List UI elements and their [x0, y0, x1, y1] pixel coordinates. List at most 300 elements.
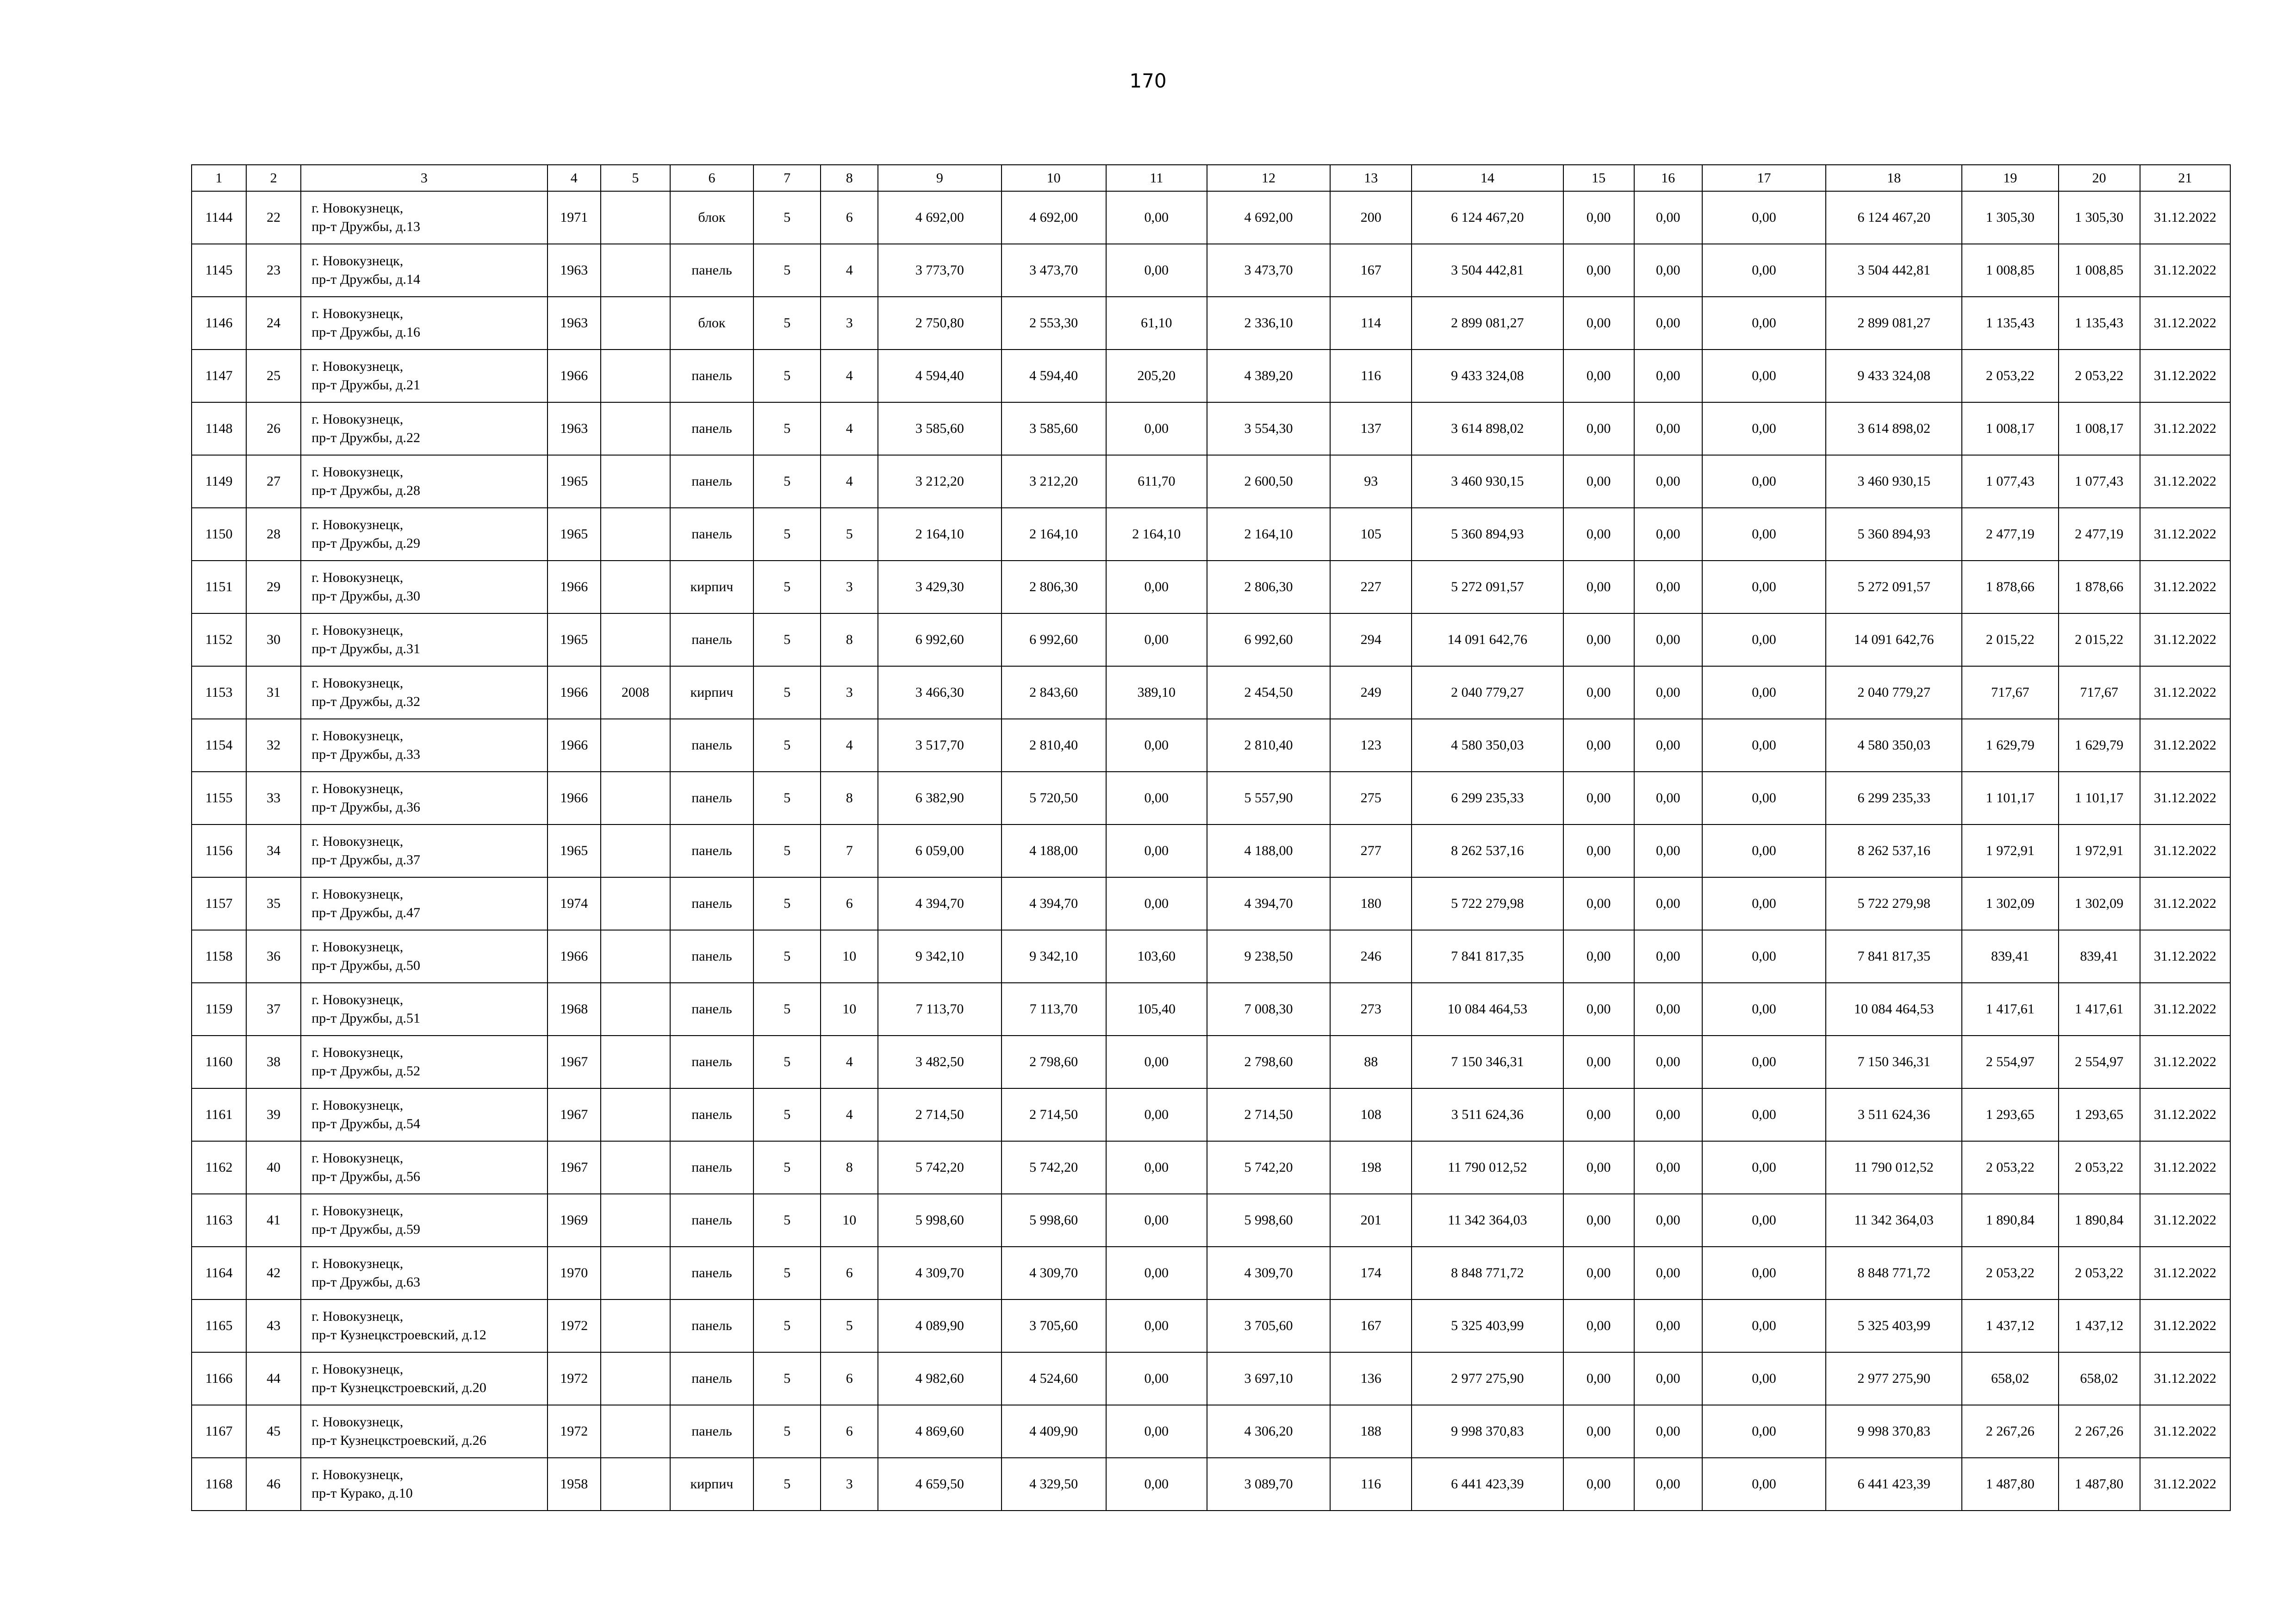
cell-col-2: 27: [246, 455, 301, 508]
table-row: [192, 772, 2230, 824]
cell-col-14: 3 504 442,81: [1412, 244, 1563, 297]
cell-col-18: 6 441 423,39: [1826, 1458, 1962, 1511]
cell-col-6: панель: [670, 1247, 753, 1299]
cell-col-11: 0,00: [1106, 191, 1207, 244]
cell-col-5: [601, 402, 670, 455]
cell-col-4: 1972: [548, 1352, 601, 1405]
cell-col-13: 188: [1330, 1405, 1412, 1458]
cell-col-2: 28: [246, 508, 301, 561]
cell-col-13: 116: [1330, 1458, 1412, 1511]
cell-col-20: 1 077,43: [2059, 455, 2140, 508]
address-cell: [301, 1141, 547, 1194]
cell-col-5: [601, 1088, 670, 1141]
cell-col-10: 5 998,60: [1002, 1194, 1106, 1247]
cell-col-15: 0,00: [1563, 719, 1634, 772]
cell-col-11: 0,00: [1106, 402, 1207, 455]
cell-col-1: 1168: [192, 1458, 246, 1511]
cell-col-4: 1969: [548, 1194, 601, 1247]
cell-col-5: [601, 1405, 670, 1458]
cell-col-6: панель: [670, 1036, 753, 1088]
cell-col-1: 1162: [192, 1141, 246, 1194]
cell-col-16: 0,00: [1634, 1088, 1702, 1141]
cell-col-1: 1154: [192, 719, 246, 772]
cell-col-1: 1146: [192, 297, 246, 350]
cell-col-18: 3 460 930,15: [1826, 455, 1962, 508]
address-cell: [301, 402, 547, 455]
cell-col-11: 0,00: [1106, 1194, 1207, 1247]
cell-col-6: панель: [670, 1194, 753, 1247]
cell-col-2: 23: [246, 244, 301, 297]
cell-col-13: 116: [1330, 350, 1412, 402]
cell-col-17: 0,00: [1702, 877, 1826, 930]
cell-col-6: блок: [670, 191, 753, 244]
column-number-row: [192, 165, 2230, 191]
address-street: пр-т Дружбы, д.54: [311, 1116, 421, 1131]
cell-col-11: 389,10: [1106, 666, 1207, 719]
address-city: г. Новокузнецк,: [311, 1256, 404, 1271]
address-cell: [301, 613, 547, 666]
address-street: пр-т Дружбы, д.36: [311, 800, 421, 815]
cell-col-14: 7 150 346,31: [1412, 1036, 1563, 1088]
cell-col-12: 2 454,50: [1207, 666, 1330, 719]
cell-col-16: 0,00: [1634, 877, 1702, 930]
cell-col-13: 93: [1330, 455, 1412, 508]
cell-col-13: 275: [1330, 772, 1412, 824]
cell-col-11: 0,00: [1106, 1141, 1207, 1194]
cell-col-14: 7 841 817,35: [1412, 930, 1563, 983]
cell-col-13: 277: [1330, 824, 1412, 877]
cell-col-12: 3 089,70: [1207, 1458, 1330, 1511]
cell-col-17: 0,00: [1702, 930, 1826, 983]
table-row: [192, 350, 2230, 402]
cell-col-16: 0,00: [1634, 1194, 1702, 1247]
cell-col-9: 6 382,90: [878, 772, 1001, 824]
cell-col-21: 31.12.2022: [2140, 824, 2230, 877]
cell-col-8: 10: [821, 983, 878, 1036]
cell-col-15: 0,00: [1563, 1352, 1634, 1405]
cell-col-15: 0,00: [1563, 1247, 1634, 1299]
cell-col-19: 2 015,22: [1962, 613, 2058, 666]
cell-col-11: 0,00: [1106, 1088, 1207, 1141]
cell-col-6: панель: [670, 877, 753, 930]
cell-col-9: 3 517,70: [878, 719, 1001, 772]
cell-col-16: 0,00: [1634, 402, 1702, 455]
cell-col-19: 1 077,43: [1962, 455, 2058, 508]
cell-col-9: 2 750,80: [878, 297, 1001, 350]
cell-col-20: 839,41: [2059, 930, 2140, 983]
cell-col-16: 0,00: [1634, 297, 1702, 350]
cell-col-16: 0,00: [1634, 772, 1702, 824]
cell-col-21: 31.12.2022: [2140, 1405, 2230, 1458]
cell-col-20: 1 293,65: [2059, 1088, 2140, 1141]
cell-col-10: 4 329,50: [1002, 1458, 1106, 1511]
address-street: пр-т Дружбы, д.51: [311, 1011, 421, 1026]
cell-col-9: 2 714,50: [878, 1088, 1001, 1141]
cell-col-19: 1 101,17: [1962, 772, 2058, 824]
cell-col-6: панель: [670, 1352, 753, 1405]
cell-col-18: 2 977 275,90: [1826, 1352, 1962, 1405]
cell-col-18: 5 360 894,93: [1826, 508, 1962, 561]
cell-col-11: 103,60: [1106, 930, 1207, 983]
cell-col-6: панель: [670, 1405, 753, 1458]
address-cell: [301, 930, 547, 983]
cell-col-14: 6 124 467,20: [1412, 191, 1563, 244]
cell-col-12: 4 389,20: [1207, 350, 1330, 402]
address-city: г. Новокузнецк,: [311, 1203, 404, 1218]
table-row: [192, 508, 2230, 561]
cell-col-2: 40: [246, 1141, 301, 1194]
cell-col-17: 0,00: [1702, 1299, 1826, 1352]
table-row: [192, 1088, 2230, 1141]
cell-col-7: 5: [753, 719, 821, 772]
cell-col-15: 0,00: [1563, 613, 1634, 666]
cell-col-20: 1 890,84: [2059, 1194, 2140, 1247]
cell-col-14: 14 091 642,76: [1412, 613, 1563, 666]
column-number-15: 15: [1563, 165, 1634, 191]
table-row: [192, 930, 2230, 983]
cell-col-18: 11 790 012,52: [1826, 1141, 1962, 1194]
cell-col-10: 4 524,60: [1002, 1352, 1106, 1405]
cell-col-21: 31.12.2022: [2140, 877, 2230, 930]
cell-col-14: 2 040 779,27: [1412, 666, 1563, 719]
cell-col-20: 2 554,97: [2059, 1036, 2140, 1088]
cell-col-14: 2 977 275,90: [1412, 1352, 1563, 1405]
cell-col-20: 717,67: [2059, 666, 2140, 719]
table-row: [192, 1036, 2230, 1088]
cell-col-13: 136: [1330, 1352, 1412, 1405]
cell-col-8: 5: [821, 1299, 878, 1352]
cell-col-16: 0,00: [1634, 824, 1702, 877]
cell-col-9: 4 394,70: [878, 877, 1001, 930]
cell-col-5: [601, 983, 670, 1036]
table-row: [192, 719, 2230, 772]
cell-col-18: 9 998 370,83: [1826, 1405, 1962, 1458]
cell-col-21: 31.12.2022: [2140, 1036, 2230, 1088]
cell-col-15: 0,00: [1563, 1141, 1634, 1194]
cell-col-13: 167: [1330, 244, 1412, 297]
address-city: г. Новокузнецк,: [311, 412, 404, 427]
cell-col-9: 6 992,60: [878, 613, 1001, 666]
cell-col-4: 1974: [548, 877, 601, 930]
cell-col-14: 3 460 930,15: [1412, 455, 1563, 508]
cell-col-21: 31.12.2022: [2140, 1141, 2230, 1194]
cell-col-15: 0,00: [1563, 877, 1634, 930]
table-row: [192, 561, 2230, 613]
address-cell: [301, 297, 547, 350]
cell-col-7: 5: [753, 1458, 821, 1511]
cell-col-9: 4 869,60: [878, 1405, 1001, 1458]
cell-col-16: 0,00: [1634, 719, 1702, 772]
cell-col-14: 5 722 279,98: [1412, 877, 1563, 930]
cell-col-20: 1 487,80: [2059, 1458, 2140, 1511]
table-row: [192, 1405, 2230, 1458]
cell-col-19: 2 554,97: [1962, 1036, 2058, 1088]
cell-col-21: 31.12.2022: [2140, 297, 2230, 350]
cell-col-19: 1 302,09: [1962, 877, 2058, 930]
cell-col-14: 2 899 081,27: [1412, 297, 1563, 350]
cell-col-21: 31.12.2022: [2140, 191, 2230, 244]
cell-col-5: [601, 350, 670, 402]
address-cell: [301, 1036, 547, 1088]
cell-col-5: [601, 877, 670, 930]
cell-col-9: 3 585,60: [878, 402, 1001, 455]
address-city: г. Новокузнецк,: [311, 728, 404, 743]
cell-col-15: 0,00: [1563, 666, 1634, 719]
cell-col-2: 33: [246, 772, 301, 824]
cell-col-19: 1 487,80: [1962, 1458, 2058, 1511]
cell-col-5: [601, 1352, 670, 1405]
cell-col-2: 37: [246, 983, 301, 1036]
cell-col-19: 1 890,84: [1962, 1194, 2058, 1247]
cell-col-8: 4: [821, 402, 878, 455]
cell-col-17: 0,00: [1702, 508, 1826, 561]
cell-col-10: 2 806,30: [1002, 561, 1106, 613]
address-city: г. Новокузнецк,: [311, 939, 404, 955]
cell-col-18: 9 433 324,08: [1826, 350, 1962, 402]
cell-col-12: 2 714,50: [1207, 1088, 1330, 1141]
cell-col-13: 201: [1330, 1194, 1412, 1247]
cell-col-8: 4: [821, 1088, 878, 1141]
cell-col-8: 8: [821, 613, 878, 666]
cell-col-12: 5 742,20: [1207, 1141, 1330, 1194]
table-row: [192, 1352, 2230, 1405]
address-cell: [301, 1405, 547, 1458]
column-number-11: 11: [1106, 165, 1207, 191]
cell-col-8: 3: [821, 1458, 878, 1511]
cell-col-9: 4 692,00: [878, 191, 1001, 244]
cell-col-12: 3 554,30: [1207, 402, 1330, 455]
address-cell: [301, 1299, 547, 1352]
address-cell: [301, 1247, 547, 1299]
address-city: г. Новокузнецк,: [311, 517, 404, 532]
cell-col-8: 8: [821, 1141, 878, 1194]
cell-col-19: 1 008,85: [1962, 244, 2058, 297]
column-number-17: 17: [1702, 165, 1826, 191]
cell-col-16: 0,00: [1634, 561, 1702, 613]
cell-col-21: 31.12.2022: [2140, 1088, 2230, 1141]
cell-col-15: 0,00: [1563, 561, 1634, 613]
cell-col-16: 0,00: [1634, 983, 1702, 1036]
cell-col-4: 1966: [548, 561, 601, 613]
cell-col-7: 5: [753, 666, 821, 719]
cell-col-16: 0,00: [1634, 350, 1702, 402]
cell-col-6: панель: [670, 824, 753, 877]
address-city: г. Новокузнецк,: [311, 781, 404, 796]
address-city: г. Новокузнецк,: [311, 1150, 404, 1166]
cell-col-15: 0,00: [1563, 508, 1634, 561]
cell-col-7: 5: [753, 613, 821, 666]
cell-col-4: 1971: [548, 191, 601, 244]
cell-col-11: 61,10: [1106, 297, 1207, 350]
cell-col-21: 31.12.2022: [2140, 1194, 2230, 1247]
cell-col-15: 0,00: [1563, 455, 1634, 508]
cell-col-12: 3 473,70: [1207, 244, 1330, 297]
cell-col-16: 0,00: [1634, 613, 1702, 666]
cell-col-6: панель: [670, 1141, 753, 1194]
cell-col-12: 7 008,30: [1207, 983, 1330, 1036]
cell-col-15: 0,00: [1563, 930, 1634, 983]
table-row: [192, 666, 2230, 719]
cell-col-9: 9 342,10: [878, 930, 1001, 983]
cell-col-12: 4 306,20: [1207, 1405, 1330, 1458]
address-city: г. Новокузнецк,: [311, 570, 404, 585]
table-row: [192, 1247, 2230, 1299]
cell-col-1: 1149: [192, 455, 246, 508]
cell-col-16: 0,00: [1634, 930, 1702, 983]
cell-col-2: 44: [246, 1352, 301, 1405]
cell-col-12: 3 697,10: [1207, 1352, 1330, 1405]
address-street: пр-т Дружбы, д.22: [311, 430, 421, 445]
cell-col-7: 5: [753, 350, 821, 402]
cell-col-15: 0,00: [1563, 1036, 1634, 1088]
cell-col-2: 43: [246, 1299, 301, 1352]
cell-col-20: 1 878,66: [2059, 561, 2140, 613]
cell-col-9: 2 164,10: [878, 508, 1001, 561]
cell-col-20: 1 101,17: [2059, 772, 2140, 824]
cell-col-4: 1963: [548, 244, 601, 297]
cell-col-21: 31.12.2022: [2140, 508, 2230, 561]
address-street: пр-т Дружбы, д.16: [311, 325, 421, 340]
cell-col-10: 4 309,70: [1002, 1247, 1106, 1299]
cell-col-2: 45: [246, 1405, 301, 1458]
cell-col-9: 3 773,70: [878, 244, 1001, 297]
cell-col-5: [601, 719, 670, 772]
cell-col-5: [601, 191, 670, 244]
table-row: [192, 297, 2230, 350]
cell-col-2: 29: [246, 561, 301, 613]
cell-col-19: 1 008,17: [1962, 402, 2058, 455]
cell-col-6: панель: [670, 1299, 753, 1352]
cell-col-20: 2 015,22: [2059, 613, 2140, 666]
address-cell: [301, 1458, 547, 1511]
cell-col-11: 0,00: [1106, 772, 1207, 824]
cell-col-15: 0,00: [1563, 824, 1634, 877]
cell-col-11: 205,20: [1106, 350, 1207, 402]
cell-col-17: 0,00: [1702, 1141, 1826, 1194]
cell-col-18: 2 040 779,27: [1826, 666, 1962, 719]
housing-registry-table: [191, 164, 2231, 1511]
cell-col-13: 294: [1330, 613, 1412, 666]
address-street: пр-т Дружбы, д.37: [311, 852, 421, 868]
address-city: г. Новокузнецк,: [311, 834, 404, 849]
address-cell: [301, 877, 547, 930]
cell-col-6: кирпич: [670, 561, 753, 613]
cell-col-1: 1145: [192, 244, 246, 297]
cell-col-10: 4 692,00: [1002, 191, 1106, 244]
address-city: г. Новокузнецк,: [311, 887, 404, 902]
cell-col-13: 273: [1330, 983, 1412, 1036]
cell-col-1: 1164: [192, 1247, 246, 1299]
cell-col-2: 22: [246, 191, 301, 244]
cell-col-18: 3 511 624,36: [1826, 1088, 1962, 1141]
cell-col-12: 5 557,90: [1207, 772, 1330, 824]
cell-col-2: 24: [246, 297, 301, 350]
cell-col-17: 0,00: [1702, 1247, 1826, 1299]
column-number-8: 8: [821, 165, 878, 191]
cell-col-4: 1965: [548, 613, 601, 666]
address-street: пр-т Дружбы, д.52: [311, 1063, 421, 1079]
cell-col-17: 0,00: [1702, 191, 1826, 244]
cell-col-21: 31.12.2022: [2140, 930, 2230, 983]
cell-col-17: 0,00: [1702, 1036, 1826, 1088]
cell-col-13: 200: [1330, 191, 1412, 244]
cell-col-5: [601, 1299, 670, 1352]
column-number-1: 1: [192, 165, 246, 191]
cell-col-11: 0,00: [1106, 561, 1207, 613]
cell-col-16: 0,00: [1634, 1458, 1702, 1511]
table-row: [192, 613, 2230, 666]
cell-col-12: 2 810,40: [1207, 719, 1330, 772]
cell-col-12: 2 600,50: [1207, 455, 1330, 508]
cell-col-9: 4 089,90: [878, 1299, 1001, 1352]
cell-col-9: 3 429,30: [878, 561, 1001, 613]
cell-col-4: 1970: [548, 1247, 601, 1299]
cell-col-4: 1967: [548, 1088, 601, 1141]
cell-col-16: 0,00: [1634, 508, 1702, 561]
page-number: 170: [1129, 69, 1167, 92]
cell-col-5: [601, 613, 670, 666]
cell-col-15: 0,00: [1563, 402, 1634, 455]
cell-col-16: 0,00: [1634, 1299, 1702, 1352]
cell-col-8: 6: [821, 1405, 878, 1458]
address-city: г. Новокузнецк,: [311, 1414, 404, 1430]
cell-col-10: 3 212,20: [1002, 455, 1106, 508]
address-cell: [301, 983, 547, 1036]
address-street: пр-т Курако, д.10: [311, 1486, 413, 1501]
column-number-14: 14: [1412, 165, 1563, 191]
cell-col-8: 10: [821, 930, 878, 983]
cell-col-15: 0,00: [1563, 297, 1634, 350]
table-row: [192, 191, 2230, 244]
cell-col-1: 1150: [192, 508, 246, 561]
cell-col-4: 1965: [548, 824, 601, 877]
cell-col-10: 5 742,20: [1002, 1141, 1106, 1194]
cell-col-1: 1157: [192, 877, 246, 930]
cell-col-10: 7 113,70: [1002, 983, 1106, 1036]
cell-col-4: 1965: [548, 455, 601, 508]
cell-col-4: 1967: [548, 1036, 601, 1088]
cell-col-10: 4 594,40: [1002, 350, 1106, 402]
address-cell: [301, 1088, 547, 1141]
address-street: пр-т Дружбы, д.59: [311, 1222, 421, 1237]
cell-col-17: 0,00: [1702, 402, 1826, 455]
cell-col-21: 31.12.2022: [2140, 719, 2230, 772]
cell-col-14: 11 790 012,52: [1412, 1141, 1563, 1194]
table-row: [192, 1141, 2230, 1194]
cell-col-12: 3 705,60: [1207, 1299, 1330, 1352]
cell-col-10: 4 188,00: [1002, 824, 1106, 877]
cell-col-15: 0,00: [1563, 1458, 1634, 1511]
cell-col-2: 32: [246, 719, 301, 772]
cell-col-8: 8: [821, 772, 878, 824]
address-cell: [301, 191, 547, 244]
cell-col-16: 0,00: [1634, 1141, 1702, 1194]
cell-col-16: 0,00: [1634, 244, 1702, 297]
cell-col-7: 5: [753, 1036, 821, 1088]
cell-col-15: 0,00: [1563, 191, 1634, 244]
cell-col-17: 0,00: [1702, 824, 1826, 877]
cell-col-20: 2 053,22: [2059, 1247, 2140, 1299]
cell-col-5: [601, 297, 670, 350]
cell-col-20: 1 008,17: [2059, 402, 2140, 455]
cell-col-2: 41: [246, 1194, 301, 1247]
cell-col-5: [601, 930, 670, 983]
address-street: пр-т Дружбы, д.31: [311, 641, 421, 656]
cell-col-20: 1 008,85: [2059, 244, 2140, 297]
table-row: [192, 455, 2230, 508]
cell-col-8: 4: [821, 455, 878, 508]
cell-col-11: 0,00: [1106, 1458, 1207, 1511]
